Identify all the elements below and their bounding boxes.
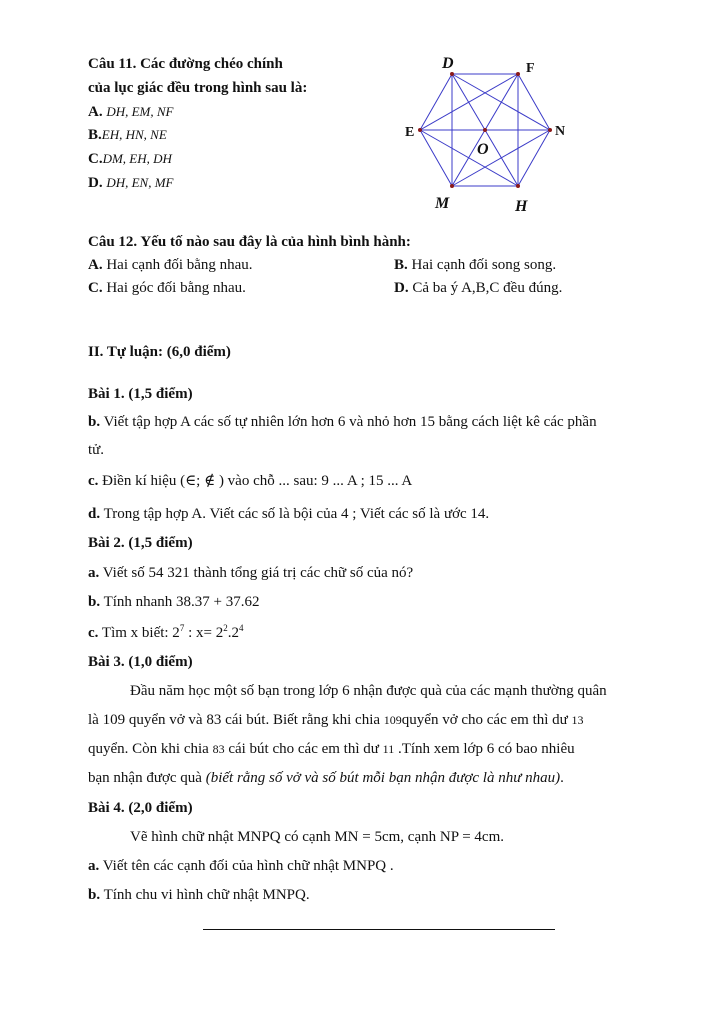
q11-option-d [88,174,174,192]
item-key: a. [88,858,100,874]
bai3-title: Bài 3. (1,0 điểm) [88,654,193,670]
option-text: Hai cạnh đối song song. [407,257,557,273]
label-e: E [405,125,415,140]
item-text: Viết tên các cạnh đối của hình chữ nhật MNPQ . [99,858,394,874]
label-h: H [515,198,528,215]
part2-title: II. Tự luận: (6,0 điểm) [88,344,231,360]
exponent: 7 [179,623,185,633]
q12-title: Câu 12. Yếu tố nào sau đây là của hình bình hành: [88,234,411,250]
q11-option-b [88,126,167,144]
option-text: DM, EH, DH [102,151,172,166]
option-key: B. [88,127,102,143]
q11-option-c [88,150,172,168]
point-m [450,184,454,188]
text: là 109 quyển vở và 83 cái bút. Biết rằng khi chia [88,712,384,728]
point-d [450,72,454,76]
end-divider [203,929,555,930]
q11-option-a [88,103,174,121]
text: quyển. Còn khi chia [88,741,213,757]
diagonal-eh [420,130,518,186]
bai2-a [88,564,413,582]
item-key: d. [88,506,101,522]
option-text: Cả ba ý A,B,C đều đúng. [408,280,563,296]
label-n: N [555,124,566,139]
bai3-para1: Đầu năm học một số bạn trong lớp 6 nhận được quà của các mạnh thường quân [130,683,607,699]
point-h [516,184,520,188]
item-key: c. [88,473,99,489]
diagonal-dn [452,74,550,130]
bai1-c [88,472,412,490]
item-text: Tính nhanh 38.37 + 37.62 [100,594,260,610]
option-text: DH, EN, MF [106,175,174,190]
q11-title: Câu 11. Các đường chéo chính [88,56,283,72]
option-key: A. [88,104,103,120]
label-o: O [477,141,489,158]
number: 83 [212,742,225,756]
q12-option-c [88,279,246,297]
q12-option-a [88,256,253,274]
exponent: 4 [238,623,244,633]
option-text: Hai cạnh đối bằng nhau. [102,257,253,273]
item-text: Tính chu vi hình chữ nhật MNPQ. [100,887,310,903]
option-key: C. [88,151,103,167]
item-key: b. [88,594,101,610]
item-text: Viết số 54 321 thành tổng giá trị các chữ số của nó? [99,565,414,581]
bai1-b [88,413,597,431]
q11-title-cont: của lục giác đều trong hình sau là: [88,80,308,96]
bai4-intro: Vẽ hình chữ nhật MNPQ có cạnh MN = 5cm, cạnh NP = 4cm. [130,829,505,845]
option-text: Hai góc đối bằng nhau. [102,280,246,296]
bai3-para3 [88,740,575,758]
bai1-title: Bài 1. (1,5 điểm) [88,386,193,402]
bai2-c [88,624,243,642]
option-key: D. [394,280,409,296]
item-text: .2 [227,625,239,641]
point-n [548,128,552,132]
item-key: b. [88,414,101,430]
label-f: F [526,61,535,76]
number: 109 [383,713,402,727]
text: cái bút cho các em thì dư [224,741,383,757]
option-key: C. [88,280,103,296]
item-text: : x= 2 [184,625,224,641]
item-key: c. [88,625,99,641]
text: . [560,770,564,786]
label-d: D [442,55,454,72]
italic-note: (biết rằng số vở và số bút mỗi bạn nhận được là như nhau) [205,770,561,786]
q12-option-d [394,279,562,297]
bai4-b [88,886,310,904]
bai2-b [88,593,260,611]
point-f [516,72,520,76]
option-text: EH, HN, NE [101,127,167,142]
item-key: b. [88,887,101,903]
q12-option-b [394,256,556,274]
hexagon-figure [398,50,578,218]
bai3-para2 [88,711,584,729]
item-text: Tìm x biết: 2 [98,625,180,641]
diagonal-fe [420,74,518,130]
bai2-title: Bài 2. (1,5 điểm) [88,535,193,551]
item-key: a. [88,565,100,581]
point-o [483,128,487,132]
text: quyển vở cho các em thì dư [401,712,572,728]
option-key: B. [394,257,408,273]
text: .Tính xem lớp 6 có bao nhiêu [394,741,575,757]
bai4-title: Bài 4. (2,0 điểm) [88,800,193,816]
label-m: M [435,195,450,212]
exponent: 2 [223,623,228,633]
bai1-d [88,505,489,523]
option-key: A. [88,257,103,273]
number: 11 [382,742,395,756]
option-text: DH, EM, NF [106,104,174,119]
text: bạn nhận được quà [88,770,206,786]
item-text: Trong tập hợp A. Viết các số là bội của 4 ; Viết các số là ước 14. [100,506,490,522]
item-text: Viết tập hợp A các số tự nhiên lớn hơn 6 và nhỏ hơn 15 bằng cách liệt kê các phần [100,414,597,430]
bai4-a [88,857,394,875]
item-text: Điền kí hiệu (∈; ∉ ) vào chỗ ... sau: 9 ... A ; 15 ... A [98,473,413,489]
bai3-para4 [88,769,564,787]
bai1-b-cont: tử. [88,442,105,458]
point-e [418,128,422,132]
option-key: D. [88,175,103,191]
diagonal-nm [452,130,550,186]
number: 13 [571,713,584,727]
